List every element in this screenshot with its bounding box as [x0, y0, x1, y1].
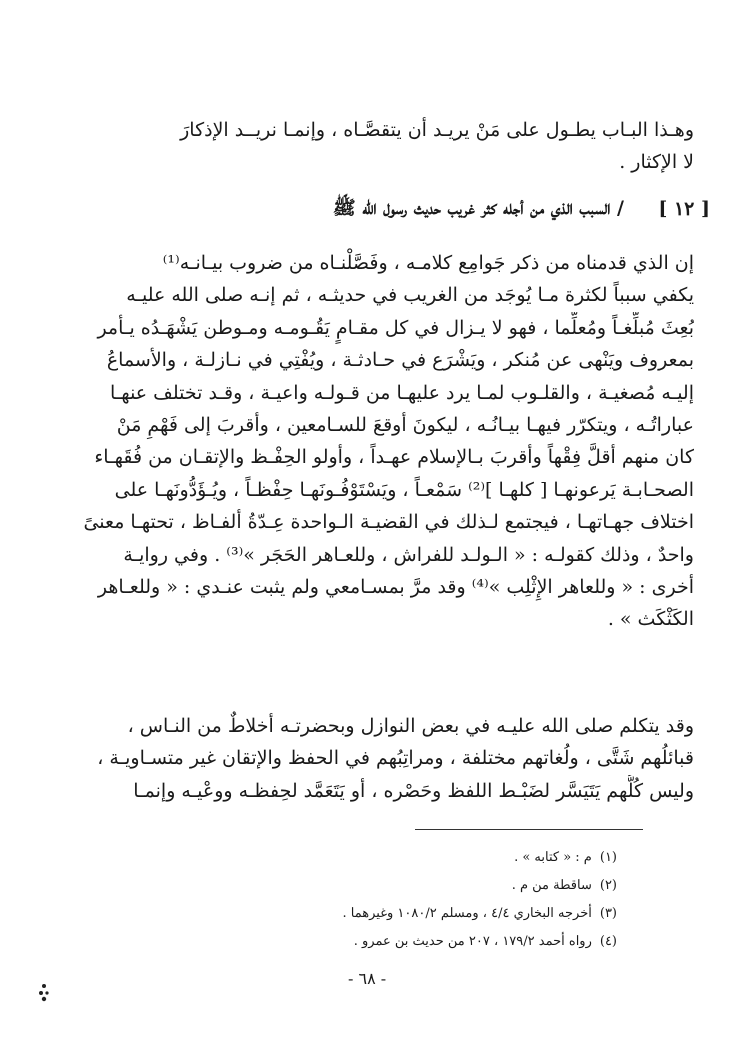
- text-line: قبائلُهم شَتَّى ، ولُغاتهم مختلفة ، ومراتِبُهم في الحفظ والإتقان غير متسـاويـة ،: [97, 747, 694, 770]
- footnote: [354, 934, 617, 949]
- footnote-text: رواه أحمد ١٧٩/٢ ، ٢٠٧ من حديث بن عمرو .: [353, 934, 592, 949]
- footnote-text: م : « كتابه » .: [514, 850, 592, 865]
- text-line: كان منهم أقلَّ فِقْهاً وأقربَ بـالإسلام عهـداً ، وأولو الحِفْـظ والإتقـان من فُقَهـاء: [94, 446, 694, 469]
- section-heading-row: [64, 196, 710, 232]
- text-line: إن الذي قدمناه من ذكر جَوامِع كلامـه ، وفَصَّلْنـاه من ضروب بيـانـه⁽¹⁾: [162, 252, 694, 274]
- footnote: [512, 878, 617, 893]
- paragraph-main: [64, 247, 694, 636]
- text-line: أخرى : « وللعاهر الإِثْلِب »⁽⁴⁾ وقد مرَّ بمسـامعي ولم يثبت عنـدي : « وللعـاهر: [97, 575, 694, 598]
- text-line: إليـه مُصغيـة ، والقلـوب لمـا يرد عليهـا من قـولـه واعيـة ، وقـد تختلف عنهـا: [109, 381, 694, 404]
- footnote-separator: [415, 829, 643, 830]
- text-line: وليس كُلُّهم يَتَيَسَّر لضَبْـط اللفظ وحَصْره ، أو يَتَعَمَّد لحِفظـه ووعْيـه وإنمـا: [133, 779, 694, 802]
- text-line: الصحـابـة يَرعونهـا [ كلهـا ]⁽²⁾ سَمْعـاً ، ويَسْتَوْفُـونَهـا حِفْظـاً ، ويُـؤَدُّونَهـا على: [114, 478, 694, 501]
- text-line: عباراتُـه ، ويتكرّر فيهـا بيـانُـه ، ليكونَ أوقعَ للسـامعين ، وأقربَ إلى فَهْمِ مَنْ: [116, 413, 694, 436]
- text-line: الكَثْكَث » .: [607, 608, 694, 631]
- text-line: بمعروف ويَنْهى عن مُنكر ، ويَشْرَع في حـادثـة ، ويُفْتِي في نـازلـة ، والأسماعُ: [106, 349, 694, 372]
- scan-mark-icon: [37, 982, 51, 1004]
- footnote: [343, 906, 618, 921]
- text-line: بُعِثَ مُبلِّغـاً ومُعلِّما ، فهو لا يـزال في كل مقـامٍ يَقُـومـه ومـوطن يَشْهَـدُه يـأمر: [97, 316, 694, 339]
- section-number: [ ١٢ ]: [658, 198, 710, 220]
- text-line: وهـذا البـاب يطـول على مَنْ يريـد أن يتقصَّـاه ، وإنمـا نريــد الإذكارَ: [180, 119, 694, 141]
- text-line: لا الإكثار .: [619, 151, 694, 174]
- section-heading: / السبب الذي من أجله كثر غريب حديث رسول الله ﷺ: [332, 197, 624, 219]
- text-line: واحدٌ ، وذلك كقولـه : « الـولـد للفراش ، وللعـاهر الحَجَر »⁽³⁾ . وفي روايـة: [123, 543, 694, 566]
- footnote-number: (٤): [599, 934, 617, 949]
- footnote: [514, 850, 617, 865]
- footnote-number: (٣): [599, 906, 617, 921]
- text-line: يكفي سبباً لكثرة مـا يُوجَد من الغريب في حديثـه ، ثم إنـه صلى الله عليـه: [126, 284, 694, 307]
- paragraph-continuation: [64, 710, 694, 807]
- text-line: اختلاف جهـاتهـا ، فيجتمع لـذلك في القضيـة الـواحدة عِـدّةُ ألفـاظ ، تحتهـا معنىً: [83, 511, 694, 534]
- text-line: وقد يتكلم صلى الله عليـه في بعض النوازل وبحضرتـه أخلاطٌ من النـاس ،: [127, 715, 694, 737]
- footnote-number: (١): [599, 850, 617, 865]
- footnote-text: ساقطة من م .: [511, 878, 592, 893]
- page-number: - ٦٨ -: [348, 969, 387, 988]
- footnote-text: أخرجه البخاري ٤/٤ ، ومسلم ١٠٨٠/٢ وغيرهما .: [342, 906, 592, 921]
- footnote-number: (٢): [599, 878, 617, 893]
- paragraph-intro: [64, 114, 694, 179]
